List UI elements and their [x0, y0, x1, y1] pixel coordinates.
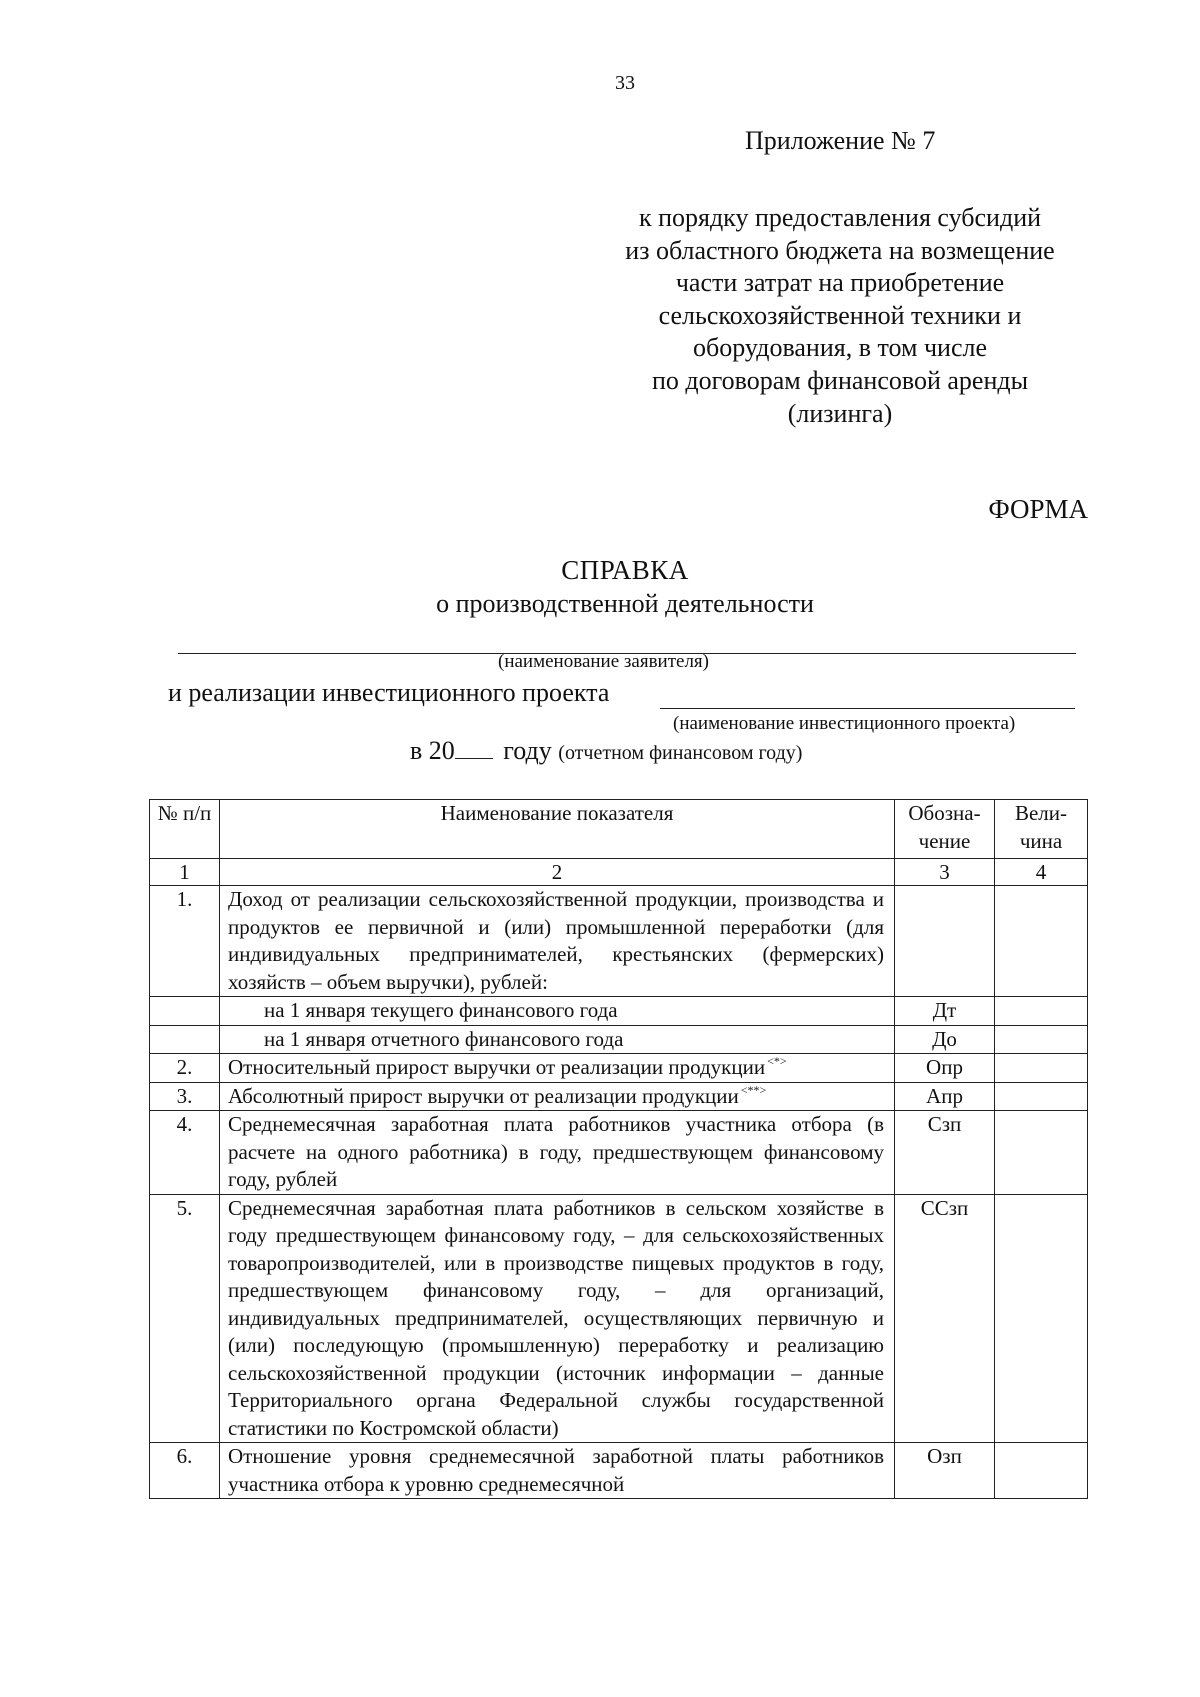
- column-number: 1: [150, 859, 220, 886]
- project-hint: (наименование инвестиционного проекта): [673, 713, 1016, 734]
- row-designation: ССзп: [895, 1194, 995, 1443]
- table-row: [150, 1194, 1088, 1443]
- page-number: 33: [615, 72, 635, 94]
- row-name-cell: [220, 1082, 895, 1111]
- table-row: [150, 1111, 1088, 1195]
- row-num: [150, 997, 220, 1026]
- project-prefix: и реализации инвестиционного проекта: [168, 678, 610, 707]
- row-value: [995, 1054, 1088, 1083]
- row-designation: Дт: [895, 997, 995, 1026]
- reporting-year-line: [410, 736, 802, 766]
- row-name-cell: [220, 1054, 895, 1083]
- row-value: [995, 1443, 1088, 1499]
- row-designation: Опр: [895, 1054, 995, 1083]
- appendix-caption-line: оборудования, в том числе: [692, 333, 988, 363]
- row-value: [995, 886, 1088, 997]
- row-value: [995, 1082, 1088, 1111]
- row-designation: До: [895, 1025, 995, 1054]
- table-row: [150, 997, 1088, 1026]
- applicant-hint: (наименование заявителя): [498, 651, 709, 672]
- appendix-caption-line: сельскохозяйственной техники и: [658, 300, 1022, 330]
- table-row: [150, 1082, 1088, 1111]
- row-name: на 1 января текущего финансового года: [220, 997, 895, 1026]
- row-name: Среднемесячная заработная плата работников в сельском хозяйстве в году предшествующем финансовому году, – для сельскохозяйственных товаропроизводителей, или в производстве пищевых продуктов в году, предшествующем финансовому году, – для организаций, индивидуальных предпринимателей, осуществляющих первичную и (или) последующую (промышленную) переработку и реализацию сельскохозяйственной продукции (источник информации – данные Территориального органа Федеральной службы государственной статистики по Костромской области): [220, 1194, 895, 1443]
- header-num: № п/п: [150, 800, 220, 859]
- table-row: [150, 1443, 1088, 1499]
- row-num: 3.: [150, 1082, 220, 1111]
- row-num: 1.: [150, 886, 220, 997]
- appendix-caption-line: по договорам финансовой аренды: [651, 365, 1029, 395]
- appendix-caption-line: части затрат на приобретение: [675, 268, 1005, 298]
- column-number: 2: [220, 859, 895, 886]
- column-number: 4: [995, 859, 1088, 886]
- year-prefix: в 20: [410, 736, 455, 765]
- row-name: на 1 января отчетного финансового года: [220, 1025, 895, 1054]
- row-value: [995, 1194, 1088, 1443]
- row-value: [995, 1025, 1088, 1054]
- row-num: [150, 1025, 220, 1054]
- project-name-line: [660, 708, 1075, 709]
- table-row: [150, 886, 1088, 997]
- row-num: 4.: [150, 1111, 220, 1195]
- year-blank: [455, 736, 493, 759]
- row-designation: Сзп: [895, 1111, 995, 1195]
- year-note: (отчетном финансовом году): [558, 742, 803, 764]
- row-name: Отношение уровня среднемесячной заработной платы работников участника отбора к уровню среднемесячной: [220, 1443, 895, 1499]
- form-label: ФОРМА: [988, 494, 1088, 524]
- appendix-caption-line: к порядку предоставления субсидий: [638, 203, 1042, 232]
- document-subtitle: о производственной деятельности: [436, 589, 814, 618]
- footnote-marker: <*>: [767, 1054, 787, 1068]
- row-value: [995, 997, 1088, 1026]
- year-word: году: [503, 736, 552, 765]
- row-designation: Апр: [895, 1082, 995, 1111]
- appendix-caption: [600, 202, 1080, 430]
- appendix-caption-line: из областного бюджета на возмещение: [625, 235, 1055, 265]
- row-num: 6.: [150, 1443, 220, 1499]
- indicators-table: [149, 799, 1088, 1499]
- row-designation: Озп: [895, 1443, 995, 1499]
- table-row: [150, 1054, 1088, 1083]
- row-name: Относительный прирост выручки от реализации продукции: [228, 1055, 766, 1079]
- row-name: Абсолютный прирост выручки от реализации продукции: [228, 1083, 739, 1108]
- table-header-row: [150, 800, 1088, 859]
- header-designation: Обозна- чение: [895, 800, 995, 859]
- footnote-marker: <**>: [740, 1082, 767, 1097]
- project-line: [168, 678, 609, 708]
- row-num: 2.: [150, 1054, 220, 1083]
- header-name: Наименование показателя: [220, 800, 895, 859]
- document-title: СПРАВКА: [561, 555, 689, 585]
- row-designation: [895, 886, 995, 997]
- row-num: 5.: [150, 1194, 220, 1443]
- appendix-title: Приложение № 7: [745, 126, 936, 155]
- table-row: [150, 1025, 1088, 1054]
- row-value: [995, 1111, 1088, 1195]
- column-number: 3: [895, 859, 995, 886]
- row-name: Среднемесячная заработная плата работников участника отбора (в расчете на одного работника) в году, предшествующем финансовому году, рублей: [220, 1111, 895, 1195]
- appendix-caption-line: (лизинга): [787, 398, 893, 428]
- row-name: Доход от реализации сельскохозяйственной продукции, производства и продуктов ее первичной и (или) промышленной переработки (для индивидуальных предпринимателей, крестьянских (фермерских) хозяйств – объем выручки), рублей:: [220, 886, 895, 997]
- column-numbers-row: [150, 859, 1088, 886]
- header-value: Вели- чина: [995, 800, 1088, 859]
